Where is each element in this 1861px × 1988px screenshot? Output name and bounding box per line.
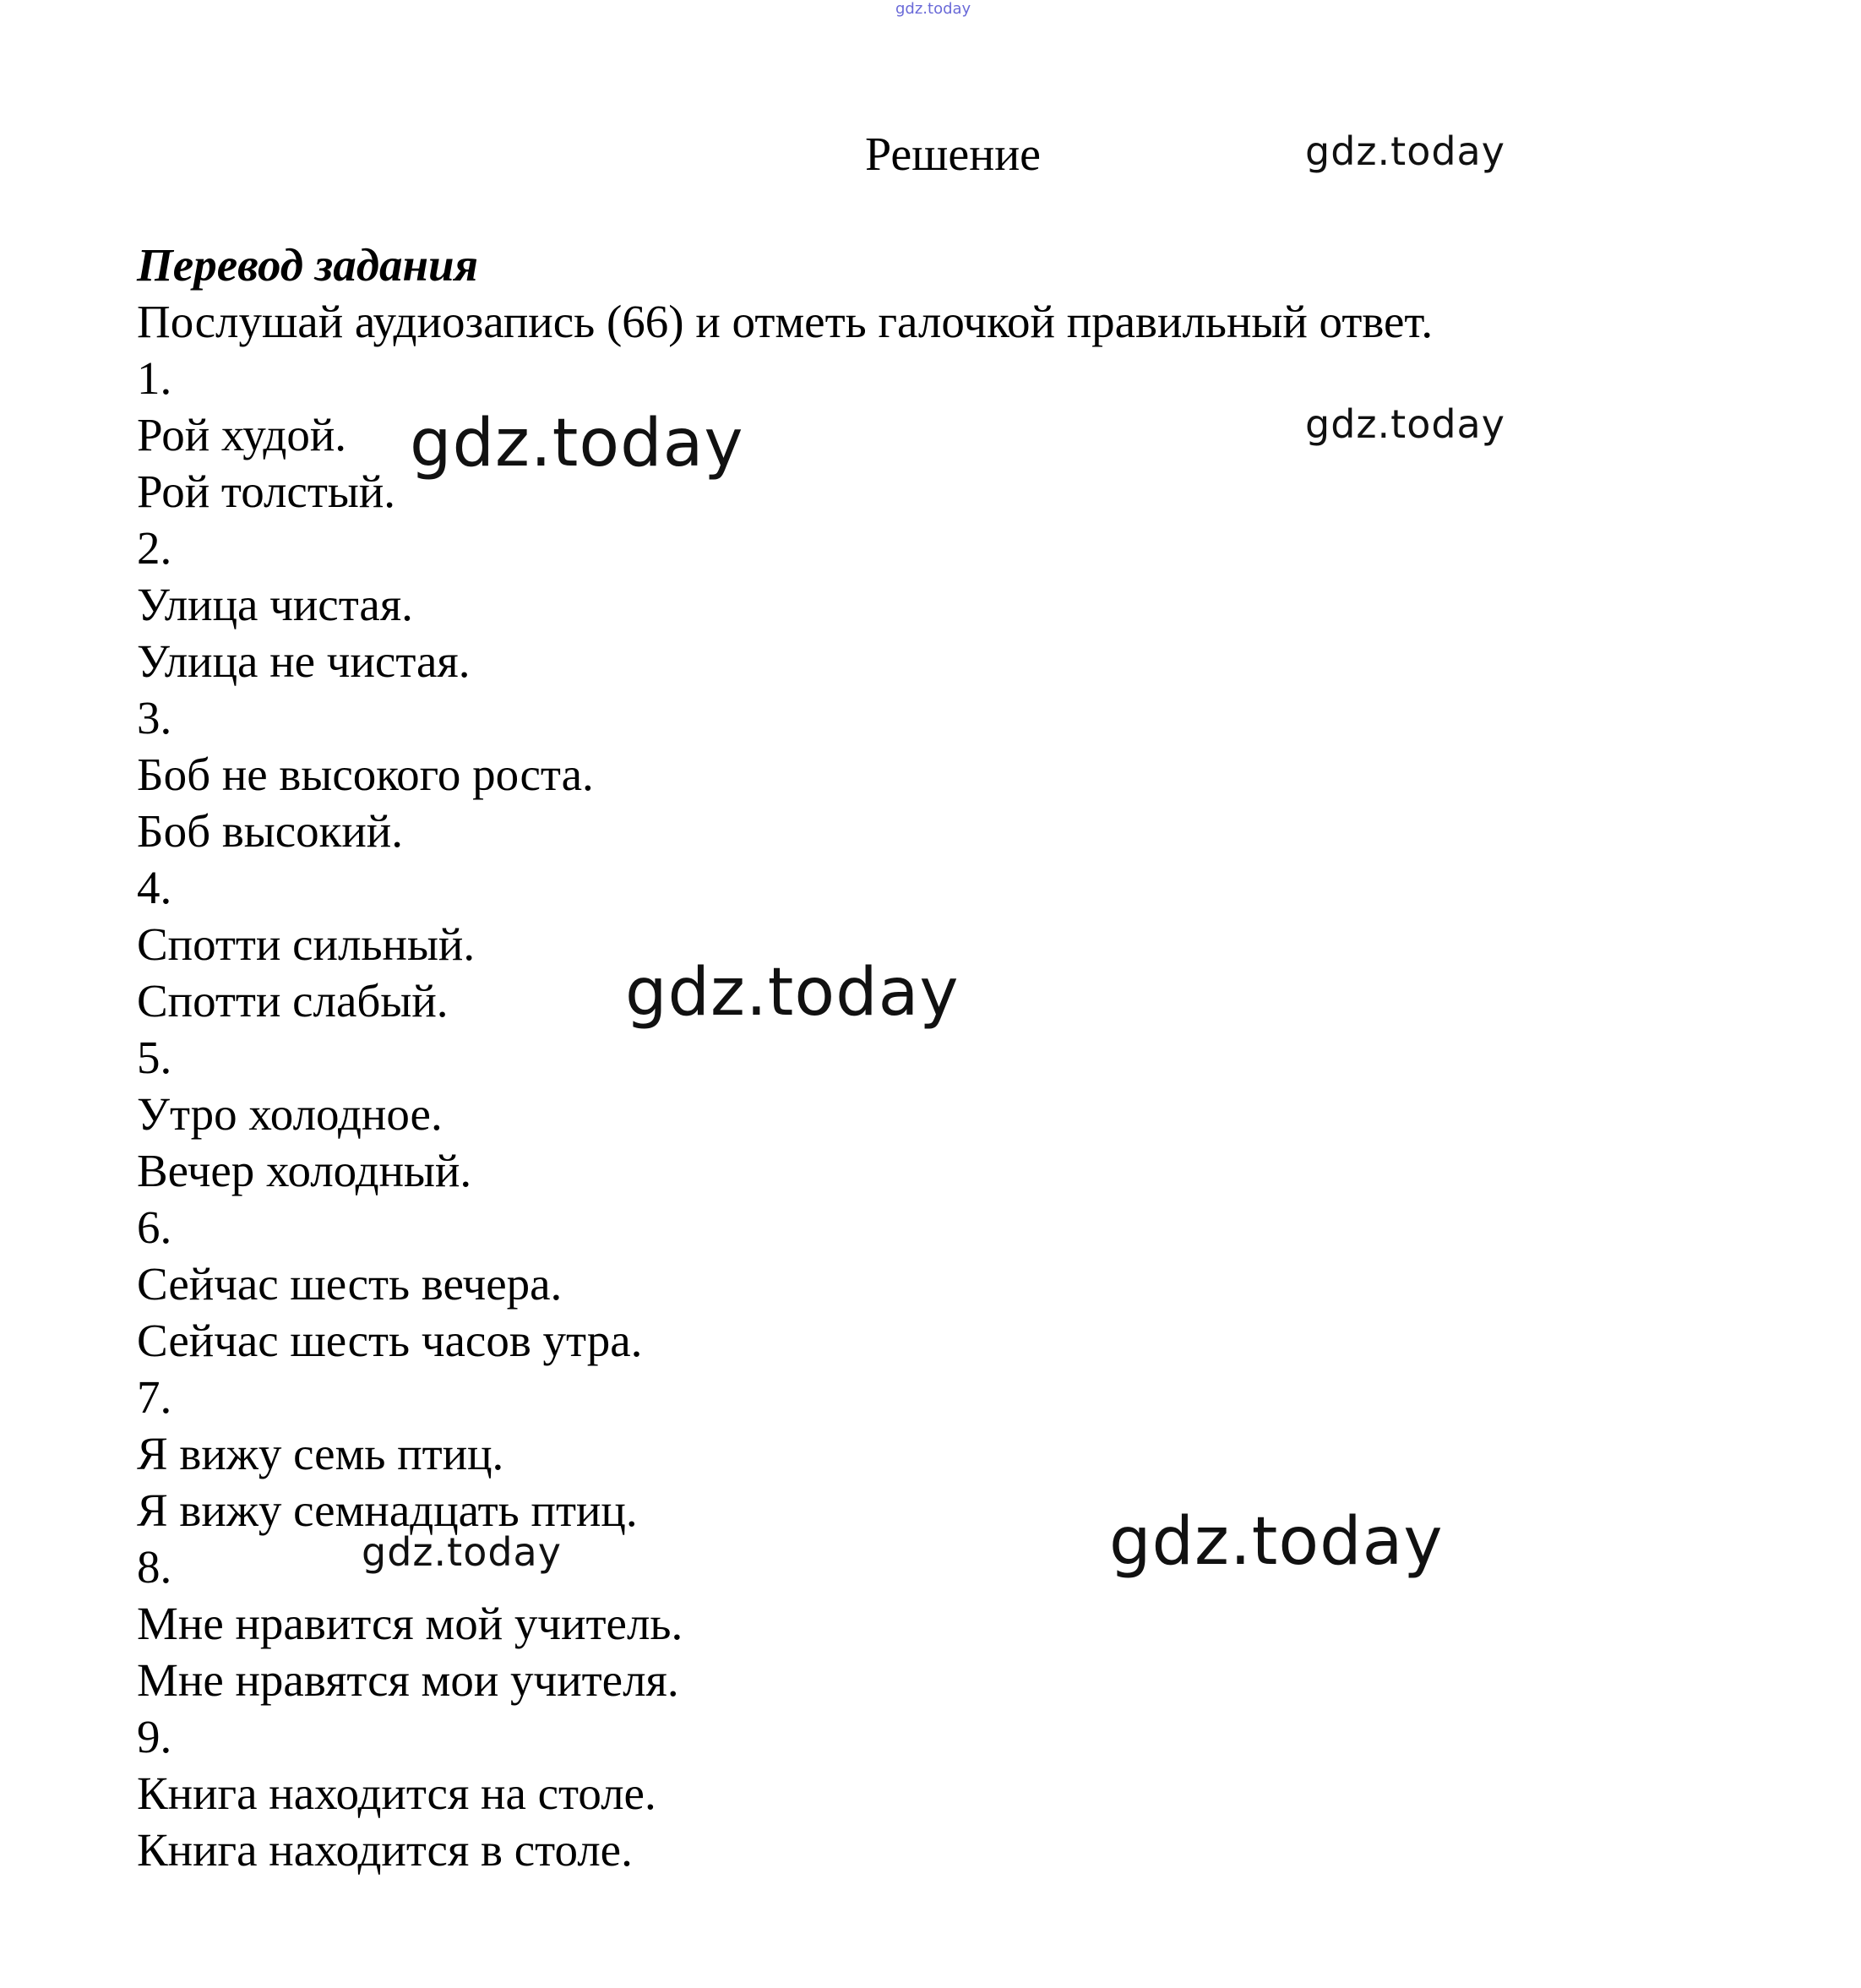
item-option-a: Мне нравится мой учитель.	[137, 1598, 683, 1649]
item-number: 7.	[137, 1371, 172, 1423]
item-9	[137, 1708, 1742, 1878]
item-option-a: Улица чистая.	[137, 579, 413, 630]
watermark: gdz.today	[1305, 401, 1505, 447]
item-option-b: Книга находится в столе.	[137, 1824, 633, 1876]
item-3	[137, 689, 1742, 859]
item-option-a: Сейчас шесть вечера.	[137, 1258, 563, 1310]
item-5	[137, 1029, 1742, 1199]
item-option-a: Книга находится на столе.	[137, 1767, 656, 1819]
item-7	[137, 1369, 1742, 1539]
watermark: gdz.today	[1305, 128, 1505, 174]
section-heading: Перевод задания	[137, 239, 478, 291]
watermark-top: gdz.today	[895, 0, 971, 18]
item-number: 6.	[137, 1201, 172, 1253]
page-title: Решение	[865, 128, 1042, 181]
item-option-a: Я вижу семь птиц.	[137, 1428, 504, 1479]
item-option-a: Боб не высокого роста.	[137, 749, 594, 800]
item-option-b: Спотти слабый.	[137, 975, 449, 1027]
item-number: 4.	[137, 862, 172, 913]
item-option-b: Боб высокий.	[137, 805, 403, 857]
instruction-text: Послушай аудиозапись (66) и отметь галочкой правильный ответ.	[137, 296, 1434, 347]
watermark: gdz.today	[625, 955, 960, 1031]
item-number: 5.	[137, 1032, 172, 1083]
watermark: gdz.today	[410, 406, 744, 482]
item-option-b: Улица не чистая.	[137, 635, 471, 687]
item-option-b: Я вижу семнадцать птиц.	[137, 1484, 638, 1536]
item-option-b: Мне нравятся мои учителя.	[137, 1654, 679, 1706]
item-6	[137, 1199, 1742, 1369]
item-number: 3.	[137, 692, 172, 743]
item-number: 2.	[137, 522, 172, 574]
item-2	[137, 520, 1742, 689]
item-option-b: Сейчас шесть часов утра.	[137, 1315, 643, 1366]
item-number: 9.	[137, 1711, 172, 1762]
watermark: gdz.today	[1109, 1504, 1444, 1580]
item-option-b: Вечер холодный.	[137, 1145, 472, 1196]
item-option-a: Спотти сильный.	[137, 918, 476, 970]
document-body	[137, 237, 1742, 1878]
item-option-b: Рой толстый.	[137, 466, 396, 517]
item-option-a: Утро холодное.	[137, 1088, 443, 1140]
item-number: 1.	[137, 352, 172, 404]
item-number: 8.	[137, 1541, 172, 1593]
watermark: gdz.today	[362, 1529, 562, 1575]
item-option-a: Рой худой.	[137, 409, 347, 460]
